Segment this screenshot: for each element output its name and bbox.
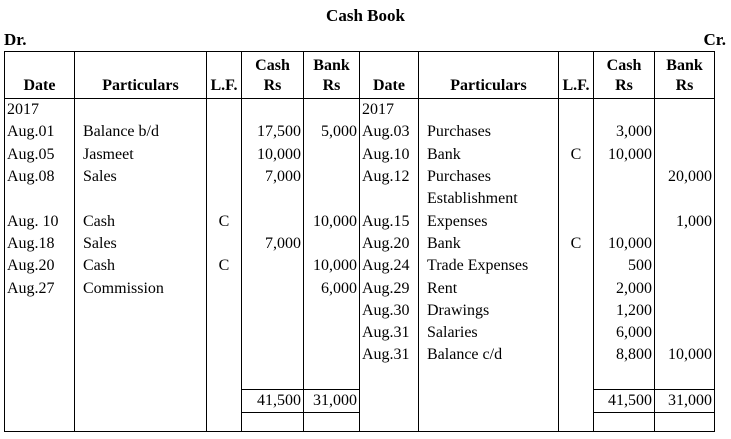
credit-bank-cell xyxy=(655,121,715,143)
debit-bank-cell xyxy=(304,188,360,210)
header-credit-particulars: Particulars xyxy=(419,52,559,99)
debit-bank-cell xyxy=(304,344,360,366)
debit-bank-cell xyxy=(304,144,360,166)
header-debit-lf: L.F. xyxy=(207,52,242,99)
debit-lf-cell xyxy=(207,322,242,344)
credit-cash-cell: 1,200 xyxy=(594,300,655,322)
table-row xyxy=(5,166,715,188)
credit-cash-cell xyxy=(594,166,655,188)
debit-cash-cell: 7,000 xyxy=(242,233,304,255)
closing-row xyxy=(5,413,715,432)
debit-particulars-cell: Cash xyxy=(75,210,207,232)
debit-lf-cell xyxy=(207,277,242,299)
credit-date-cell: Aug.15 xyxy=(360,210,419,232)
credit-date-cell: Aug.10 xyxy=(360,144,419,166)
debit-particulars-cell: Jasmeet xyxy=(75,144,207,166)
debit-cash-closing-cell xyxy=(242,413,304,432)
credit-bank-cell xyxy=(655,99,715,122)
debit-date-cell: Aug. 10 xyxy=(5,210,75,232)
credit-particulars-cell: Bank xyxy=(419,144,559,166)
header-credit-bank-unit: Rs xyxy=(675,77,694,94)
debit-bank-cell xyxy=(304,233,360,255)
credit-cash-cell xyxy=(594,210,655,232)
table-row xyxy=(5,99,715,122)
credit-cash-cell xyxy=(594,99,655,122)
credit-bank-cell: 1,000 xyxy=(655,210,715,232)
header-debit-cash xyxy=(242,52,304,99)
debit-date-cell: Aug.08 xyxy=(5,166,75,188)
credit-date-cell: Aug.29 xyxy=(360,277,419,299)
debit-bank-cell: 6,000 xyxy=(304,277,360,299)
debit-date-cell xyxy=(5,188,75,210)
debit-lf-cell xyxy=(207,188,242,210)
debit-lf-total-empty xyxy=(207,389,242,412)
credit-cash-cell: 3,000 xyxy=(594,121,655,143)
debit-particulars-cell: Cash xyxy=(75,255,207,277)
totals-row xyxy=(5,389,715,412)
credit-cash-cell xyxy=(594,367,655,390)
header-debit-date: Date xyxy=(5,52,75,99)
credit-particulars-closing-cell xyxy=(419,413,559,432)
credit-lf-cell xyxy=(559,166,594,188)
credit-particulars-cell: Bank xyxy=(419,233,559,255)
credit-bank-cell xyxy=(655,188,715,210)
credit-particulars-cell: Expenses xyxy=(419,210,559,232)
credit-lf-cell xyxy=(559,210,594,232)
credit-bank-cell xyxy=(655,277,715,299)
table-row xyxy=(5,277,715,299)
debit-date-total-empty xyxy=(5,389,75,412)
header-debit-bank-label: Bank xyxy=(313,57,350,74)
debit-lf-cell: C xyxy=(207,255,242,277)
credit-lf-cell xyxy=(559,277,594,299)
credit-lf-cell xyxy=(559,99,594,122)
credit-side-label: Cr. xyxy=(703,30,726,49)
credit-particulars-cell: Purchases xyxy=(419,121,559,143)
debit-lf-cell xyxy=(207,121,242,143)
header-debit-cash-unit: Rs xyxy=(263,77,282,94)
credit-particulars-total-empty xyxy=(419,389,559,412)
debit-bank-cell xyxy=(304,322,360,344)
credit-cash-cell xyxy=(594,188,655,210)
debit-cash-cell xyxy=(242,277,304,299)
credit-particulars-cell: Trade Expenses xyxy=(419,255,559,277)
debit-date-cell xyxy=(5,344,75,366)
header-credit-bank-label: Bank xyxy=(666,57,703,74)
debit-particulars-cell xyxy=(75,188,207,210)
header-debit-cash-label: Cash xyxy=(255,57,290,74)
debit-date-cell: Aug.05 xyxy=(5,144,75,166)
debit-lf-cell xyxy=(207,344,242,366)
credit-cash-cell: 10,000 xyxy=(594,144,655,166)
credit-date-cell: 2017 xyxy=(360,99,419,122)
credit-lf-closing-cell xyxy=(559,413,594,432)
debit-cash-cell: 7,000 xyxy=(242,166,304,188)
header-credit-bank xyxy=(655,52,715,99)
debit-date-cell: Aug.27 xyxy=(5,277,75,299)
debit-lf-cell xyxy=(207,233,242,255)
credit-cash-cell: 500 xyxy=(594,255,655,277)
credit-bank-cell: 10,000 xyxy=(655,344,715,366)
debit-lf-cell xyxy=(207,166,242,188)
credit-particulars-cell: Drawings xyxy=(419,300,559,322)
credit-cash-cell: 2,000 xyxy=(594,277,655,299)
table-row xyxy=(5,121,715,143)
header-credit-cash-label: Cash xyxy=(606,57,642,74)
debit-date-cell: Aug.20 xyxy=(5,255,75,277)
header-debit-bank xyxy=(304,52,360,99)
credit-date-cell xyxy=(360,188,419,210)
credit-lf-cell xyxy=(559,344,594,366)
table-row xyxy=(5,188,715,210)
credit-lf-cell xyxy=(559,322,594,344)
debit-cash-cell xyxy=(242,300,304,322)
debit-cash-cell: 10,000 xyxy=(242,144,304,166)
debit-cash-cell xyxy=(242,188,304,210)
table-row xyxy=(5,144,715,166)
debit-cash-cell xyxy=(242,99,304,122)
debit-lf-cell xyxy=(207,99,242,122)
header-credit-cash xyxy=(594,52,655,99)
debit-bank-cell xyxy=(304,300,360,322)
credit-particulars-cell: Establishment xyxy=(419,188,559,210)
debit-bank-cell xyxy=(304,166,360,188)
credit-lf-cell xyxy=(559,300,594,322)
credit-date-closing-cell xyxy=(360,413,419,432)
debit-bank-cell xyxy=(304,99,360,122)
credit-lf-cell xyxy=(559,121,594,143)
credit-bank-cell xyxy=(655,367,715,390)
credit-particulars-cell: Salaries xyxy=(419,322,559,344)
debit-particulars-cell: Commission xyxy=(75,277,207,299)
credit-particulars-cell xyxy=(419,367,559,390)
debit-particulars-closing-cell xyxy=(75,413,207,432)
table-row xyxy=(5,322,715,344)
debit-bank-cell xyxy=(304,367,360,390)
credit-bank-total: 31,000 xyxy=(655,389,715,412)
debit-lf-cell xyxy=(207,144,242,166)
debit-bank-closing-cell xyxy=(304,413,360,432)
credit-cash-closing-cell xyxy=(594,413,655,432)
debit-cash-cell xyxy=(242,210,304,232)
table-row xyxy=(5,210,715,232)
debit-lf-cell xyxy=(207,367,242,390)
debit-date-cell: 2017 xyxy=(5,99,75,122)
credit-bank-closing-cell xyxy=(655,413,715,432)
credit-date-cell: Aug.30 xyxy=(360,300,419,322)
credit-date-cell: Aug.31 xyxy=(360,344,419,366)
debit-particulars-cell: Sales xyxy=(75,166,207,188)
debit-bank-cell: 5,000 xyxy=(304,121,360,143)
debit-date-cell xyxy=(5,367,75,390)
debit-date-closing-cell xyxy=(5,413,75,432)
header-credit-date: Date xyxy=(360,52,419,99)
credit-bank-cell xyxy=(655,144,715,166)
header-row xyxy=(5,52,715,99)
credit-cash-total: 41,500 xyxy=(594,389,655,412)
credit-bank-cell xyxy=(655,233,715,255)
table-row xyxy=(5,367,715,390)
credit-date-cell: Aug.12 xyxy=(360,166,419,188)
header-debit-bank-unit: Rs xyxy=(322,77,341,94)
credit-date-cell: Aug.24 xyxy=(360,255,419,277)
debit-date-cell: Aug.01 xyxy=(5,121,75,143)
debit-date-cell: Aug.18 xyxy=(5,233,75,255)
credit-bank-cell xyxy=(655,255,715,277)
credit-lf-cell: C xyxy=(559,233,594,255)
credit-lf-total-empty xyxy=(559,389,594,412)
debit-date-cell xyxy=(5,322,75,344)
credit-particulars-cell xyxy=(419,99,559,122)
cash-book-table xyxy=(4,51,715,432)
debit-particulars-cell xyxy=(75,367,207,390)
debit-cash-cell xyxy=(242,367,304,390)
credit-cash-cell: 10,000 xyxy=(594,233,655,255)
credit-date-cell: Aug.31 xyxy=(360,322,419,344)
credit-lf-cell: C xyxy=(559,144,594,166)
debit-cash-cell xyxy=(242,344,304,366)
debit-side-label: Dr. xyxy=(4,30,27,49)
debit-particulars-cell xyxy=(75,344,207,366)
page-title: Cash Book xyxy=(326,6,405,25)
credit-date-cell xyxy=(360,367,419,390)
debit-particulars-cell xyxy=(75,300,207,322)
credit-date-cell: Aug.20 xyxy=(360,233,419,255)
header-credit-lf: L.F. xyxy=(559,52,594,99)
debit-cash-total: 41,500 xyxy=(242,389,304,412)
debit-lf-cell: C xyxy=(207,210,242,232)
debit-lf-cell xyxy=(207,300,242,322)
table-row xyxy=(5,300,715,322)
credit-particulars-cell: Balance c/d xyxy=(419,344,559,366)
credit-bank-cell xyxy=(655,300,715,322)
credit-particulars-cell: Purchases xyxy=(419,166,559,188)
credit-bank-cell xyxy=(655,322,715,344)
table-row xyxy=(5,255,715,277)
credit-lf-cell xyxy=(559,188,594,210)
header-credit-cash-unit: Rs xyxy=(615,77,633,94)
debit-particulars-total-empty xyxy=(75,389,207,412)
credit-lf-cell xyxy=(559,255,594,277)
credit-date-cell: Aug.03 xyxy=(360,121,419,143)
debit-cash-cell: 17,500 xyxy=(242,121,304,143)
debit-bank-cell: 10,000 xyxy=(304,255,360,277)
credit-cash-cell: 6,000 xyxy=(594,322,655,344)
debit-particulars-cell xyxy=(75,322,207,344)
credit-cash-cell: 8,800 xyxy=(594,344,655,366)
header-debit-particulars: Particulars xyxy=(75,52,207,99)
table-row xyxy=(5,344,715,366)
credit-date-total-empty xyxy=(360,389,419,412)
debit-lf-closing-cell xyxy=(207,413,242,432)
debit-bank-total: 31,000 xyxy=(304,389,360,412)
debit-bank-cell: 10,000 xyxy=(304,210,360,232)
table-row xyxy=(5,233,715,255)
credit-particulars-cell: Rent xyxy=(419,277,559,299)
debit-cash-cell xyxy=(242,322,304,344)
debit-date-cell xyxy=(5,300,75,322)
credit-lf-cell xyxy=(559,367,594,390)
debit-particulars-cell: Sales xyxy=(75,233,207,255)
debit-particulars-cell xyxy=(75,99,207,122)
credit-bank-cell: 20,000 xyxy=(655,166,715,188)
debit-particulars-cell: Balance b/d xyxy=(75,121,207,143)
debit-cash-cell xyxy=(242,255,304,277)
